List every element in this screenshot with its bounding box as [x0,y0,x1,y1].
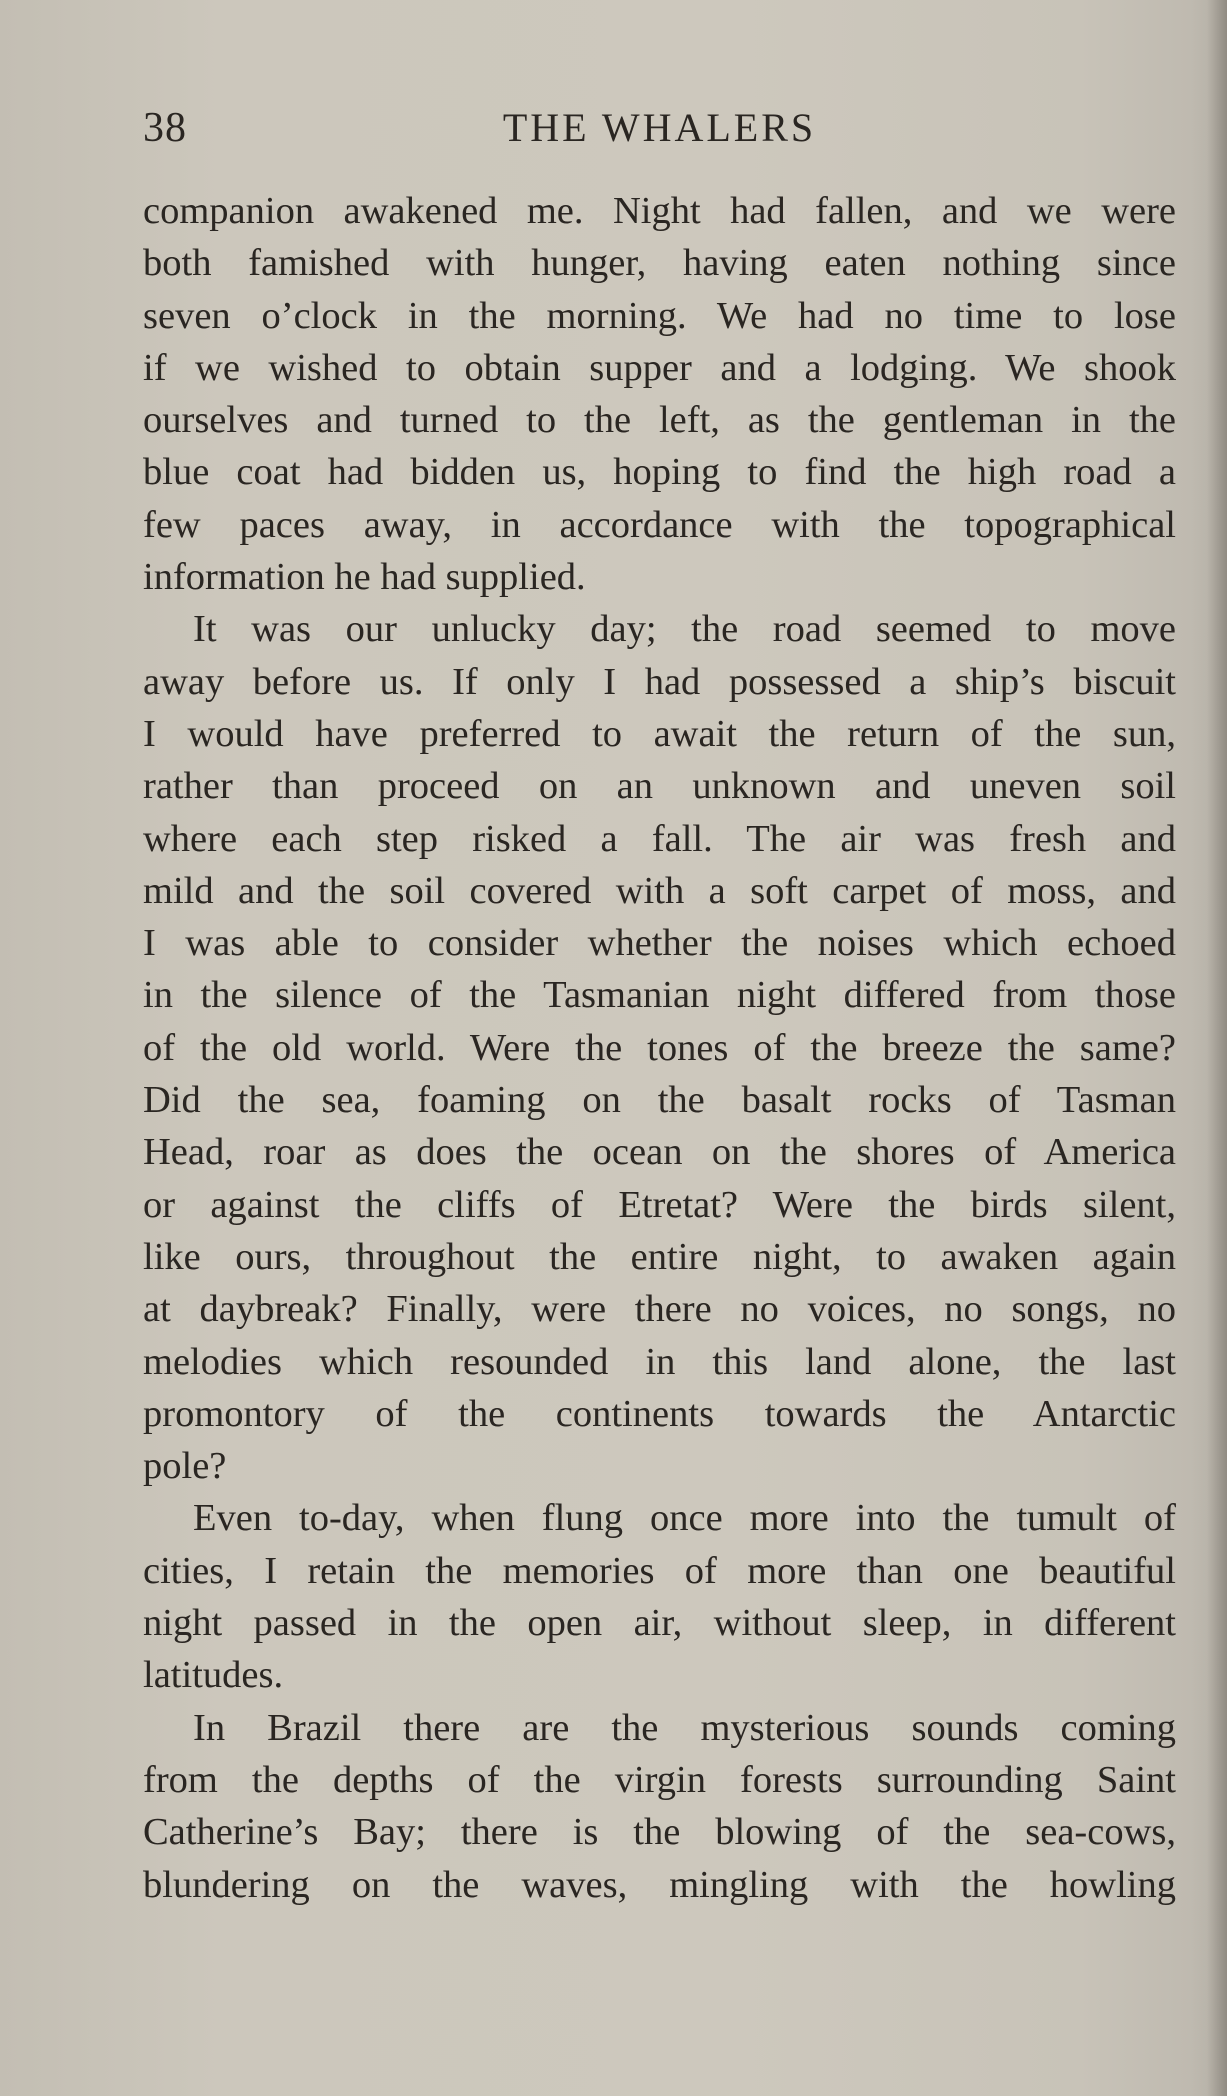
text-line: mild and the soil covered with a soft carpet of moss, and [143,869,1176,912]
text-line: where each step risked a fall. The air was fresh and [143,817,1176,860]
text-line: pole? [143,1445,227,1488]
text-line: blue coat had bidden us, hoping to find the high road a [143,451,1176,494]
text-line: rather than proceed on an unknown and uneven soil [143,765,1176,808]
text-line: information he had supplied. [143,556,586,599]
text-line: Catherine’s Bay; there is the blowing of the sea-cows, [143,1811,1176,1854]
text-line: both famished with hunger, having eaten nothing since [143,242,1176,285]
text-line: blundering on the waves, mingling with the howling [143,1863,1176,1906]
text-line: like ours, throughout the entire night, to awaken again [143,1235,1176,1278]
text-line: from the depths of the virgin forests surrounding Saint [143,1758,1176,1801]
text-line: I was able to consider whether the noises which echoed [143,922,1176,965]
text-line: In Brazil there are the mysterious sounds coming [193,1706,1176,1749]
text-line: away before us. If only I had possessed a ship’s biscuit [143,660,1176,703]
text-line: if we wished to obtain supper and a lodging. We shook [143,346,1176,389]
body-text [143,185,1176,1911]
text-line: It was our unlucky day; the road seemed to move [193,608,1176,651]
text-line: Head, roar as does the ocean on the shores of America [143,1131,1176,1174]
text-line: at daybreak? Finally, were there no voices, no songs, no [143,1288,1176,1331]
text-line: or against the cliffs of Etretat? Were the birds silent, [143,1183,1176,1226]
text-line: ourselves and turned to the left, as the gentleman in the [143,399,1176,442]
text-line: promontory of the continents towards the Antarctic [143,1392,1176,1435]
text-line: in the silence of the Tasmanian night differed from those [143,974,1176,1017]
page-number: 38 [143,105,187,151]
text-line: few paces away, in accordance with the topographical [143,503,1176,546]
page-header [143,98,1176,158]
text-line: Did the sea, foaming on the basalt rocks of Tasman [143,1079,1176,1122]
text-line: seven o’clock in the morning. We had no time to lose [143,294,1176,337]
text-line: companion awakened me. Night had fallen, and we were [143,190,1176,232]
text-line: latitudes. [143,1654,284,1697]
text-line: I would have preferred to await the return of the sun, [143,712,1176,755]
page-gutter-shadow [1207,0,1227,2096]
text-line: Even to-day, when flung once more into the tumult of [193,1497,1176,1540]
running-title: THE WHALERS [502,105,817,150]
text-line: of the old world. Were the tones of the breeze the same? [143,1026,1176,1069]
text-line: cities, I retain the memories of more than one beautiful [143,1549,1176,1592]
text-line: melodies which resounded in this land alone, the last [143,1340,1176,1383]
text-line: night passed in the open air, without sleep, in different [143,1602,1176,1645]
